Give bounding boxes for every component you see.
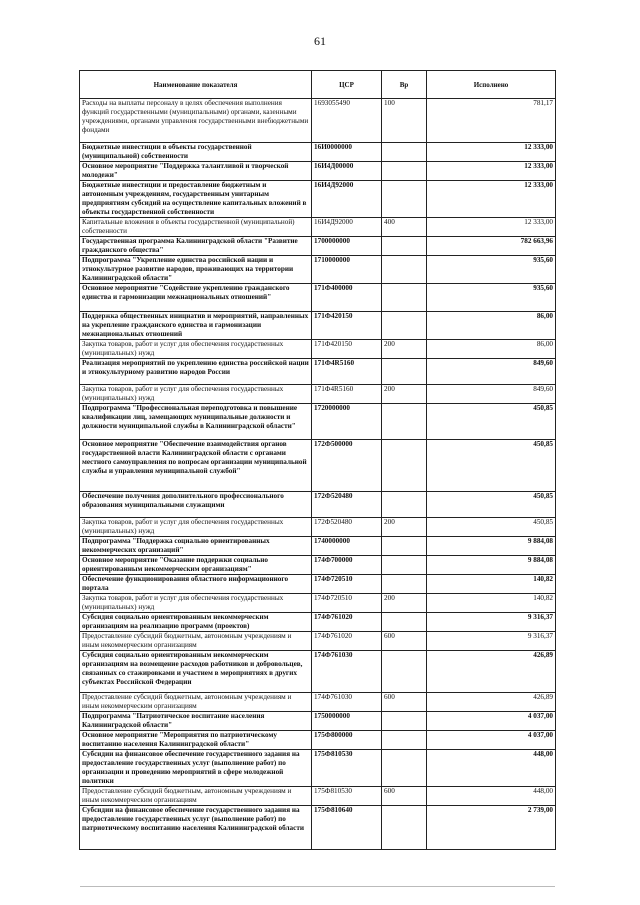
cell-value: 9 884,08 bbox=[427, 537, 556, 556]
cell-csr: 174Ф761020 bbox=[312, 613, 382, 632]
cell-name: Реализация мероприятий по укреплению единства российской нации и этнокультурному развитию народов России bbox=[80, 359, 312, 385]
cell-value: 2 739,00 bbox=[427, 806, 556, 850]
cell-csr: 171Ф420150 bbox=[312, 312, 382, 340]
cell-vr bbox=[382, 181, 427, 218]
cell-value: 450,85 bbox=[427, 404, 556, 440]
table-row bbox=[80, 787, 556, 806]
cell-name: Основное мероприятие "Мероприятия по патриотическому воспитанию населения Калининградской области" bbox=[80, 731, 312, 750]
table-row bbox=[80, 440, 556, 492]
cell-value: 849,60 bbox=[427, 359, 556, 385]
table-row bbox=[80, 385, 556, 404]
cell-name: Основное мероприятие "Оказание поддержки социально ориентированным некоммерческим организациям" bbox=[80, 556, 312, 575]
cell-csr: 175Ф800000 bbox=[312, 731, 382, 750]
cell-csr: 175Ф810640 bbox=[312, 806, 382, 850]
cell-value: 426,89 bbox=[427, 693, 556, 712]
cell-value: 450,85 bbox=[427, 518, 556, 537]
cell-value: 86,00 bbox=[427, 312, 556, 340]
cell-csr: 16И4Д92000 bbox=[312, 218, 382, 237]
cell-value: 12 333,00 bbox=[427, 143, 556, 162]
cell-value: 782 663,96 bbox=[427, 237, 556, 256]
cell-name: Закупка товаров, работ и услуг для обеспечения государственных (муниципальных) нужд bbox=[80, 594, 312, 613]
cell-name: Подпрограмма "Патриотическое воспитание населения Калининградской области" bbox=[80, 712, 312, 731]
cell-vr bbox=[382, 651, 427, 693]
cell-csr: 174Ф700000 bbox=[312, 556, 382, 575]
cell-vr bbox=[382, 806, 427, 850]
cell-vr bbox=[382, 143, 427, 162]
cell-csr: 172Ф520480 bbox=[312, 518, 382, 537]
cell-vr: 200 bbox=[382, 385, 427, 404]
page-number: 61 bbox=[314, 34, 326, 48]
cell-vr bbox=[382, 556, 427, 575]
cell-value: 935,60 bbox=[427, 256, 556, 284]
header-vr: Вр bbox=[382, 71, 427, 99]
table-row bbox=[80, 750, 556, 787]
cell-vr: 600 bbox=[382, 787, 427, 806]
table-row bbox=[80, 143, 556, 162]
cell-name: Основное мероприятие "Содействие укреплению гражданского единства и гармонизации межнациональных отношений" bbox=[80, 284, 312, 312]
cell-value: 448,00 bbox=[427, 787, 556, 806]
table-row bbox=[80, 162, 556, 181]
cell-value: 9 884,08 bbox=[427, 556, 556, 575]
table-row bbox=[80, 693, 556, 712]
table-row bbox=[80, 712, 556, 731]
table-row bbox=[80, 181, 556, 218]
cell-value: 450,85 bbox=[427, 440, 556, 492]
cell-csr: 1740000000 bbox=[312, 537, 382, 556]
cell-name: Субсидия социально ориентированным некоммерческим организациям на возмещение расходов работников и добровольцев, связанных со стажировками и участием в мероприятиях в других субъектах Российской Федерации bbox=[80, 651, 312, 693]
cell-name: Обеспечение получения дополнительного профессионального образования муниципальными служащими bbox=[80, 492, 312, 518]
cell-name: Субсидия социально ориентированным некоммерческим организациям на реализацию программ (проектов) bbox=[80, 613, 312, 632]
cell-name: Закупка товаров, работ и услуг для обеспечения государственных (муниципальных) нужд bbox=[80, 518, 312, 537]
cell-value: 4 037,00 bbox=[427, 731, 556, 750]
cell-vr bbox=[382, 284, 427, 312]
table-row bbox=[80, 518, 556, 537]
cell-value: 9 316,37 bbox=[427, 632, 556, 651]
table-row bbox=[80, 99, 556, 143]
cell-name: Подпрограмма "Поддержка социально ориентированных некоммерческих организаций" bbox=[80, 537, 312, 556]
cell-csr: 1710000000 bbox=[312, 256, 382, 284]
table-header-row bbox=[80, 71, 556, 99]
cell-vr bbox=[382, 613, 427, 632]
cell-vr bbox=[382, 256, 427, 284]
cell-value: 448,00 bbox=[427, 750, 556, 787]
cell-csr: 171Ф420150 bbox=[312, 340, 382, 359]
cell-value: 426,89 bbox=[427, 651, 556, 693]
cell-vr bbox=[382, 237, 427, 256]
cell-name: Капитальные вложения в объекты государственной (муниципальной) собственности bbox=[80, 218, 312, 237]
table-row bbox=[80, 404, 556, 440]
cell-vr bbox=[382, 404, 427, 440]
cell-name: Поддержка общественных инициатив и мероприятий, направленных на укрепление гражданского единства и гармонизации межнациональных отношений bbox=[80, 312, 312, 340]
cell-csr: 16И4Д00000 bbox=[312, 162, 382, 181]
cell-value: 140,82 bbox=[427, 594, 556, 613]
cell-name: Бюджетные инвестиции и предоставление бюджетным и автономным учреждениям, государственным унитарным предприятиям субсидий на осуществление капитальных вложений в объекты государственной собственности bbox=[80, 181, 312, 218]
table-row bbox=[80, 359, 556, 385]
table-row bbox=[80, 312, 556, 340]
cell-value: 12 333,00 bbox=[427, 218, 556, 237]
cell-vr: 600 bbox=[382, 632, 427, 651]
table-row bbox=[80, 218, 556, 237]
cell-name: Подпрограмма "Профессиональная переподготовка и повышение квалификации лиц, замещающих муниципальные должности и должности муниципальной службы в Калининградской области" bbox=[80, 404, 312, 440]
cell-csr: 174Ф761030 bbox=[312, 651, 382, 693]
cell-vr bbox=[382, 731, 427, 750]
table-row bbox=[80, 632, 556, 651]
cell-name: Субсидии на финансовое обеспечение государственного задания на предоставление государственных услуг (выполнение работ) по организации и проведению мероприятий в сфере молодежной политики bbox=[80, 750, 312, 787]
table-row bbox=[80, 806, 556, 850]
table-row bbox=[80, 594, 556, 613]
cell-value: 4 037,00 bbox=[427, 712, 556, 731]
cell-value: 935,60 bbox=[427, 284, 556, 312]
cell-name: Предоставление субсидий бюджетным, автономным учреждениям и иным некоммерческим организациям bbox=[80, 787, 312, 806]
cell-value: 140,82 bbox=[427, 575, 556, 594]
cell-name: Закупка товаров, работ и услуг для обеспечения государственных (муниципальных) нужд bbox=[80, 385, 312, 404]
cell-csr: 16И0000000 bbox=[312, 143, 382, 162]
cell-vr bbox=[382, 537, 427, 556]
table-row bbox=[80, 256, 556, 284]
table-row bbox=[80, 237, 556, 256]
page-bottom-line bbox=[80, 886, 555, 887]
cell-csr: 16И4Д92000 bbox=[312, 181, 382, 218]
cell-csr: 172Ф520480 bbox=[312, 492, 382, 518]
cell-name: Подпрограмма "Укрепление единства российской нации и этнокультурное развитие народов, проживающих на территории Калининградской области" bbox=[80, 256, 312, 284]
table-row bbox=[80, 492, 556, 518]
cell-csr: 171Ф4R5160 bbox=[312, 385, 382, 404]
cell-csr: 174Ф720510 bbox=[312, 575, 382, 594]
cell-csr: 172Ф500000 bbox=[312, 440, 382, 492]
cell-vr: 200 bbox=[382, 594, 427, 613]
cell-csr: 174Ф761020 bbox=[312, 632, 382, 651]
cell-csr: 175Ф810530 bbox=[312, 787, 382, 806]
cell-csr: 1693055490 bbox=[312, 99, 382, 143]
cell-vr: 600 bbox=[382, 693, 427, 712]
cell-csr: 174Ф761030 bbox=[312, 693, 382, 712]
cell-vr bbox=[382, 492, 427, 518]
table-row bbox=[80, 613, 556, 632]
cell-name: Расходы на выплаты персоналу в целях обеспечения выполнения функций государственными (муниципальными) органами, казенными учреждениями, органами управления государственными внебюджетными фондами bbox=[80, 99, 312, 143]
cell-name: Закупка товаров, работ и услуг для обеспечения государственных (муниципальных) нужд bbox=[80, 340, 312, 359]
cell-value: 9 316,37 bbox=[427, 613, 556, 632]
header-csr: ЦСР bbox=[312, 71, 382, 99]
cell-name: Обеспечение функционирования областного информационного портала bbox=[80, 575, 312, 594]
cell-vr bbox=[382, 575, 427, 594]
cell-vr bbox=[382, 312, 427, 340]
cell-csr: 171Ф400000 bbox=[312, 284, 382, 312]
cell-vr: 400 bbox=[382, 218, 427, 237]
cell-vr bbox=[382, 359, 427, 385]
cell-name: Предоставление субсидий бюджетным, автономным учреждениям и иным некоммерческим организациям bbox=[80, 693, 312, 712]
cell-vr bbox=[382, 440, 427, 492]
table-row bbox=[80, 575, 556, 594]
cell-vr: 200 bbox=[382, 518, 427, 537]
cell-csr: 1720000000 bbox=[312, 404, 382, 440]
cell-csr: 1750000000 bbox=[312, 712, 382, 731]
table-row bbox=[80, 556, 556, 575]
cell-vr bbox=[382, 750, 427, 787]
cell-value: 12 333,00 bbox=[427, 181, 556, 218]
cell-name: Государственная программа Калининградской области "Развитие гражданского общества" bbox=[80, 237, 312, 256]
cell-vr bbox=[382, 712, 427, 731]
header-value: Исполнено bbox=[427, 71, 556, 99]
cell-vr: 200 bbox=[382, 340, 427, 359]
table-row bbox=[80, 340, 556, 359]
budget-table bbox=[79, 70, 556, 850]
cell-csr: 171Ф4R5160 bbox=[312, 359, 382, 385]
table-row bbox=[80, 537, 556, 556]
cell-value: 86,00 bbox=[427, 340, 556, 359]
cell-vr bbox=[382, 162, 427, 181]
cell-csr: 175Ф810530 bbox=[312, 750, 382, 787]
header-name: Наименование показателя bbox=[80, 71, 312, 99]
table-row bbox=[80, 731, 556, 750]
cell-csr: 1700000000 bbox=[312, 237, 382, 256]
cell-value: 849,60 bbox=[427, 385, 556, 404]
cell-vr: 100 bbox=[382, 99, 427, 143]
table-row bbox=[80, 651, 556, 693]
cell-value: 450,85 bbox=[427, 492, 556, 518]
cell-name: Бюджетные инвестиции в объекты государственной (муниципальной) собственности bbox=[80, 143, 312, 162]
cell-csr: 174Ф720510 bbox=[312, 594, 382, 613]
cell-value: 781,17 bbox=[427, 99, 556, 143]
cell-name: Основное мероприятие "Обеспечение взаимодействия органов государственной власти Калининградской области с органами местного самоуправления по вопросам организации муниципальной службы и управления муниципальной службой" bbox=[80, 440, 312, 492]
table-row bbox=[80, 284, 556, 312]
cell-value: 12 333,00 bbox=[427, 162, 556, 181]
cell-name: Предоставление субсидий бюджетным, автономным учреждениям и иным некоммерческим организациям bbox=[80, 632, 312, 651]
cell-name: Субсидии на финансовое обеспечение государственного задания на предоставление государственных услуг (выполнение работ) по патриотическому воспитанию населения Калининградской области bbox=[80, 806, 312, 850]
table-body bbox=[80, 99, 556, 850]
cell-name: Основное мероприятие "Поддержка талантливой и творческой молодежи" bbox=[80, 162, 312, 181]
